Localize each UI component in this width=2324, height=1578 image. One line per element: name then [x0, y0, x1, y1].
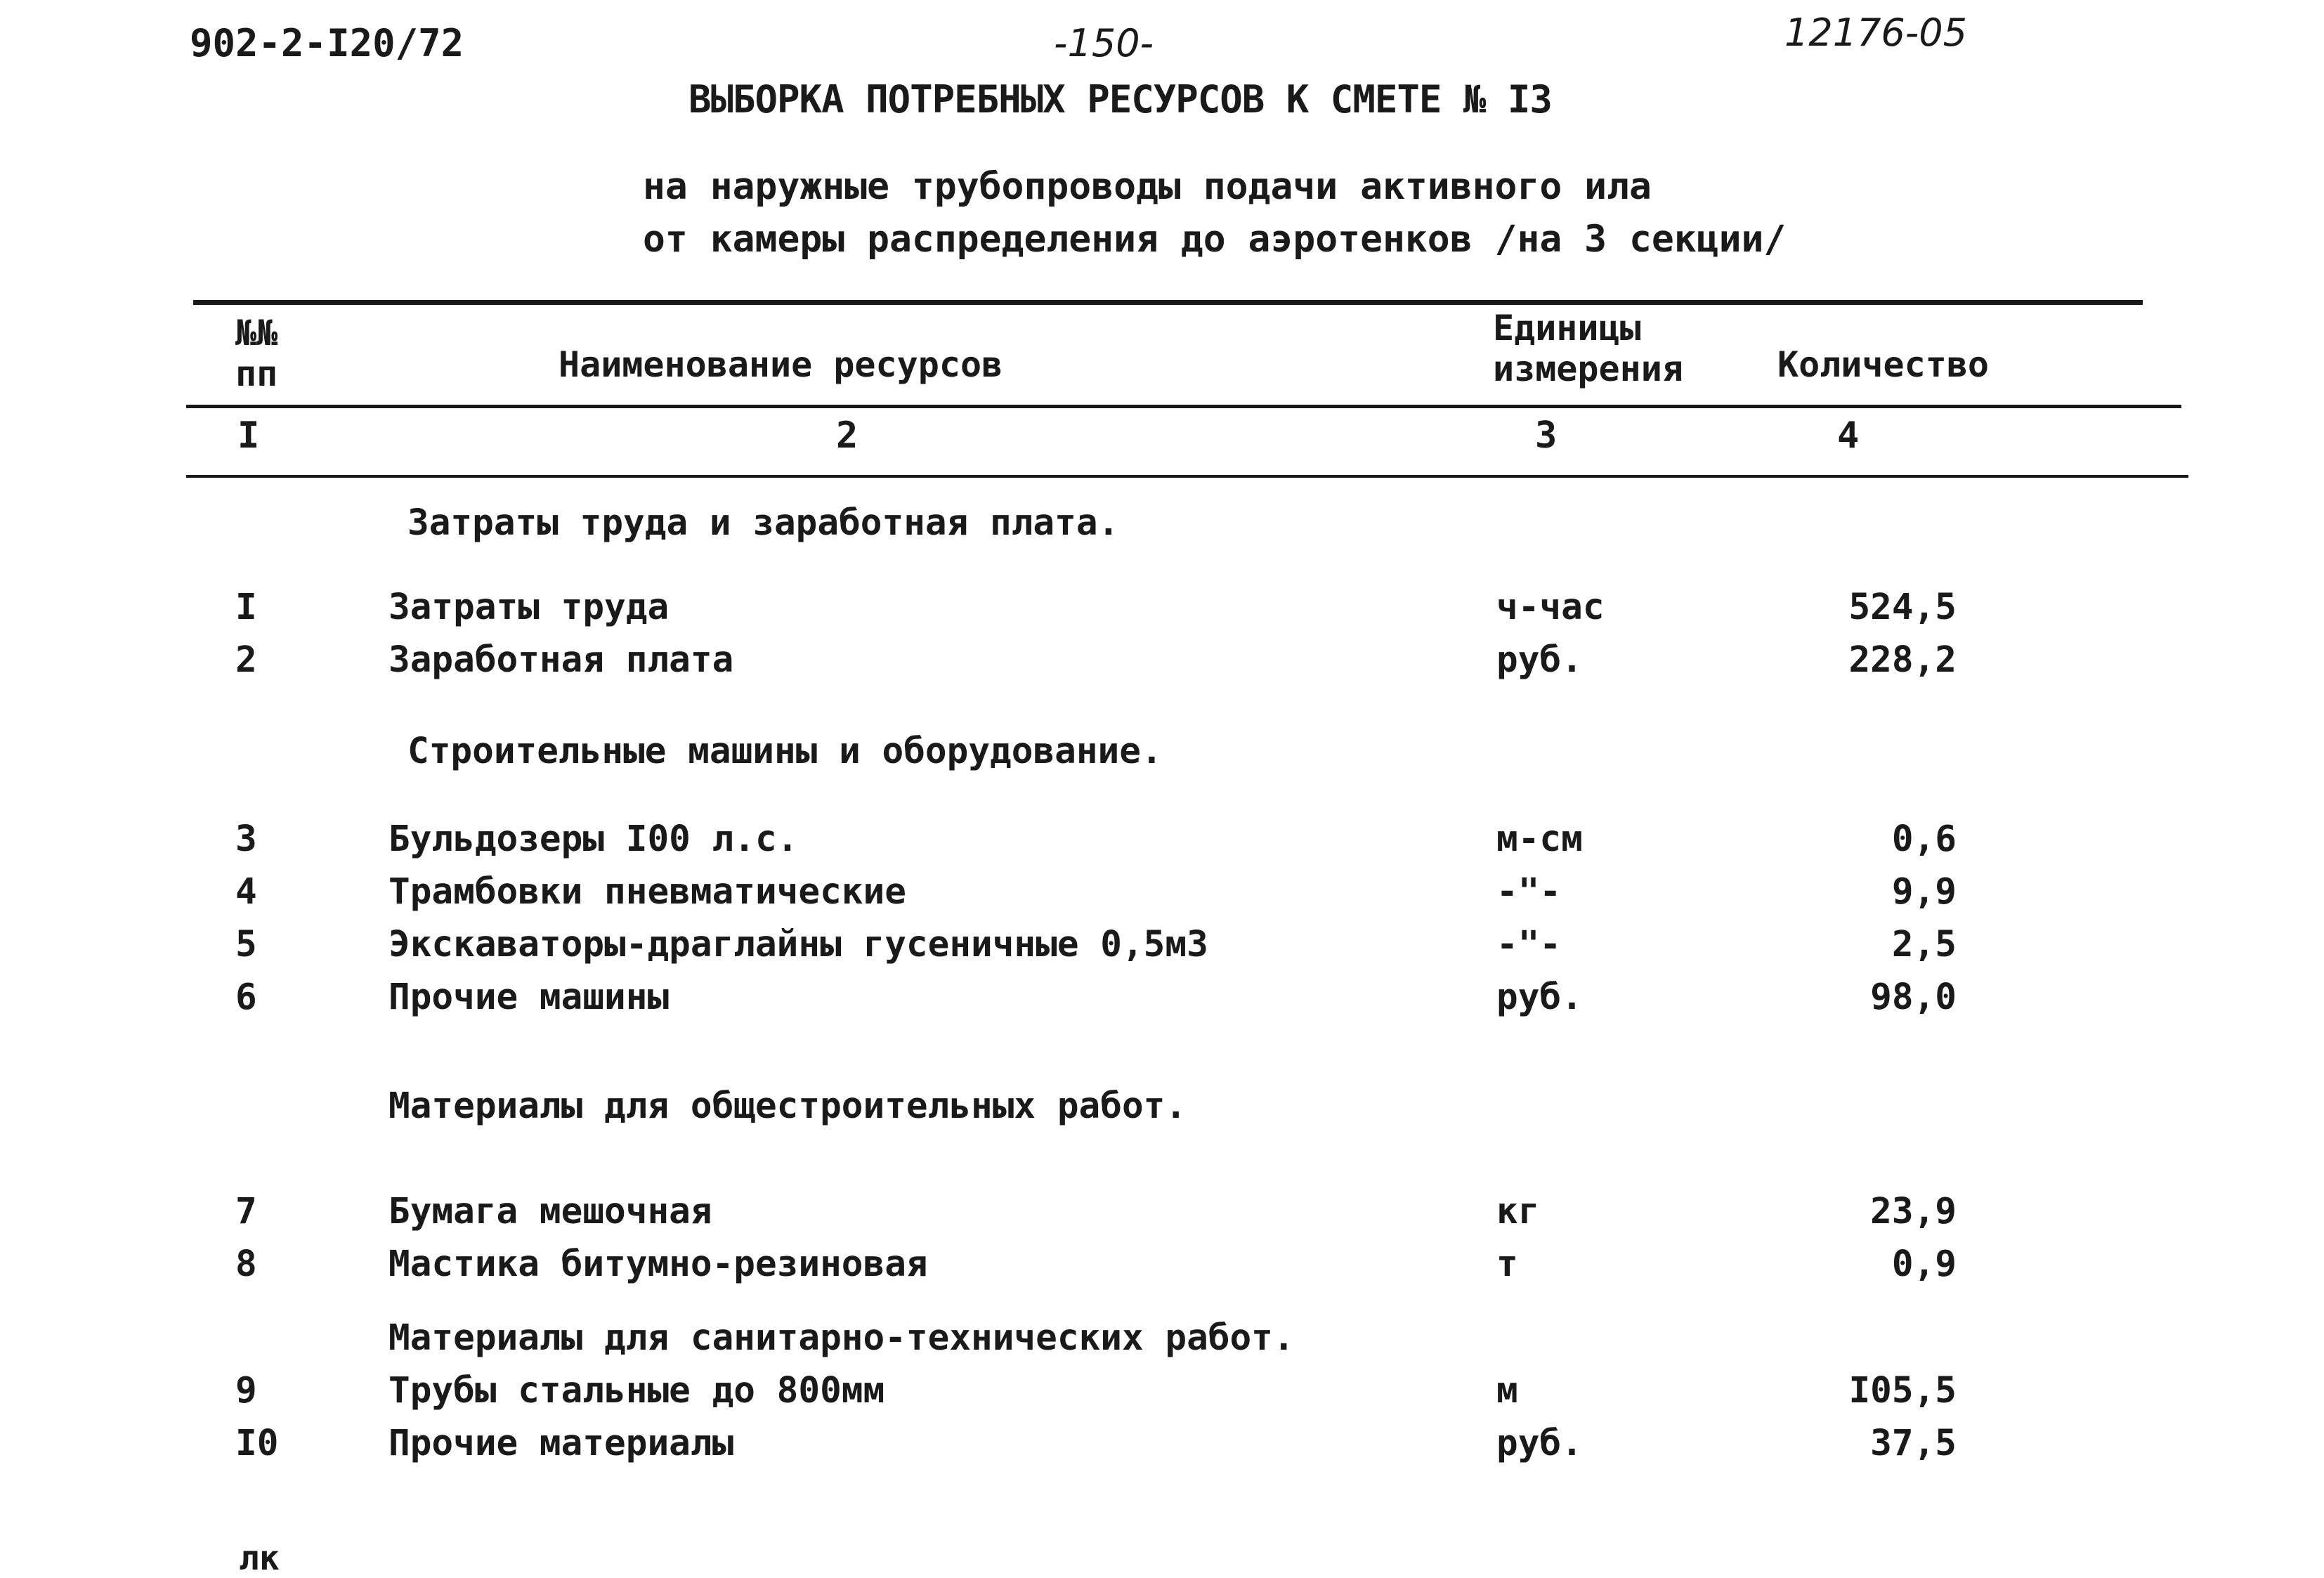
header-number: №№ пп — [235, 313, 278, 394]
row-number: 8 — [235, 1244, 257, 1285]
row-quantity: 37,5 — [1870, 1423, 1957, 1464]
row-number: 6 — [235, 977, 257, 1018]
row-unit: т — [1496, 1244, 1518, 1285]
row-unit: м-см — [1496, 819, 1583, 860]
row-unit: руб. — [1496, 1423, 1583, 1464]
row-quantity: 0,6 — [1891, 819, 1957, 860]
table-row — [0, 1244, 2324, 1293]
table-row — [0, 977, 2324, 1026]
column-number-4: 4 — [1837, 415, 1860, 457]
row-quantity: 0,9 — [1891, 1244, 1957, 1285]
section-heading-machines: Строительные машины и оборудование. — [407, 731, 1163, 772]
row-resource: Затраты труда — [389, 587, 670, 628]
table-row — [0, 871, 2324, 920]
row-quantity: 524,5 — [1848, 587, 1957, 628]
table-row — [0, 1191, 2324, 1240]
row-number: I — [235, 587, 257, 628]
table-row — [0, 639, 2324, 689]
header-unit: Единицы измерения — [1493, 308, 1683, 389]
page-number: -150- — [1054, 21, 1154, 65]
header-resource-name: Наименование ресурсов — [559, 344, 1003, 385]
row-unit: ч-час — [1496, 587, 1605, 628]
table-top-rule — [193, 300, 2143, 305]
table-row — [0, 1423, 2324, 1472]
row-number: 4 — [235, 871, 257, 913]
row-unit: руб. — [1496, 639, 1583, 681]
footer-initials: лк — [239, 1539, 280, 1578]
column-number-3: 3 — [1535, 415, 1558, 457]
column-number-1: I — [237, 415, 260, 457]
section-heading-sanitary-materials: Материалы для санитарно-технических работ. — [389, 1317, 1295, 1359]
document-code: 902-2-I20/72 — [190, 21, 464, 65]
table-row — [0, 587, 2324, 636]
row-resource: Трубы стальные до 800мм — [389, 1370, 885, 1411]
row-quantity: I05,5 — [1848, 1370, 1957, 1411]
header-quantity: Количество — [1777, 344, 1990, 385]
row-number: 7 — [235, 1191, 257, 1232]
table-header-rule — [186, 405, 2181, 408]
column-number-2: 2 — [836, 415, 859, 457]
row-resource: Прочие материалы — [389, 1423, 734, 1464]
document-subtitle-line2: от камеры распределения до аэротенков /на 3 секции/ — [643, 218, 1787, 261]
row-quantity: 9,9 — [1891, 871, 1957, 913]
row-unit: кг — [1496, 1191, 1540, 1232]
row-number: 9 — [235, 1370, 257, 1411]
row-unit: м — [1496, 1370, 1518, 1411]
section-heading-labor: Затраты труда и заработная плата. — [407, 502, 1120, 544]
row-quantity: 2,5 — [1891, 924, 1957, 965]
row-number: I0 — [235, 1423, 279, 1464]
row-unit: руб. — [1496, 977, 1583, 1018]
row-number: 2 — [235, 639, 257, 681]
row-unit: -"- — [1496, 871, 1562, 913]
row-quantity: 98,0 — [1870, 977, 1957, 1018]
row-resource: Мастика битумно-резиновая — [389, 1244, 928, 1285]
row-resource: Экскаваторы-драглайны гусеничные 0,5м3 — [389, 924, 1208, 965]
table-row — [0, 819, 2324, 868]
archive-number: 12176-05 — [1784, 11, 1967, 55]
row-quantity: 228,2 — [1848, 639, 1957, 681]
row-resource: Бумага мешочная — [389, 1191, 712, 1232]
section-heading-general-materials: Материалы для общестроительных работ. — [389, 1085, 1187, 1127]
table-column-number-rule — [186, 475, 2188, 478]
document-title: ВЫБОРКА ПОТРЕБНЫХ РЕСУРСОВ К СМЕТЕ № I3 — [688, 77, 1552, 122]
row-resource: Трамбовки пневматические — [389, 871, 906, 913]
row-resource: Прочие машины — [389, 977, 670, 1018]
row-unit: -"- — [1496, 924, 1562, 965]
row-resource: Бульдозеры I00 л.с. — [389, 819, 799, 860]
row-quantity: 23,9 — [1870, 1191, 1957, 1232]
row-number: 5 — [235, 924, 257, 965]
row-number: 3 — [235, 819, 257, 860]
document-subtitle-line1: на наружные трубопроводы подачи активного ила — [643, 165, 1652, 208]
table-row — [0, 1370, 2324, 1419]
row-resource: Заработная плата — [389, 639, 734, 681]
table-row — [0, 924, 2324, 973]
